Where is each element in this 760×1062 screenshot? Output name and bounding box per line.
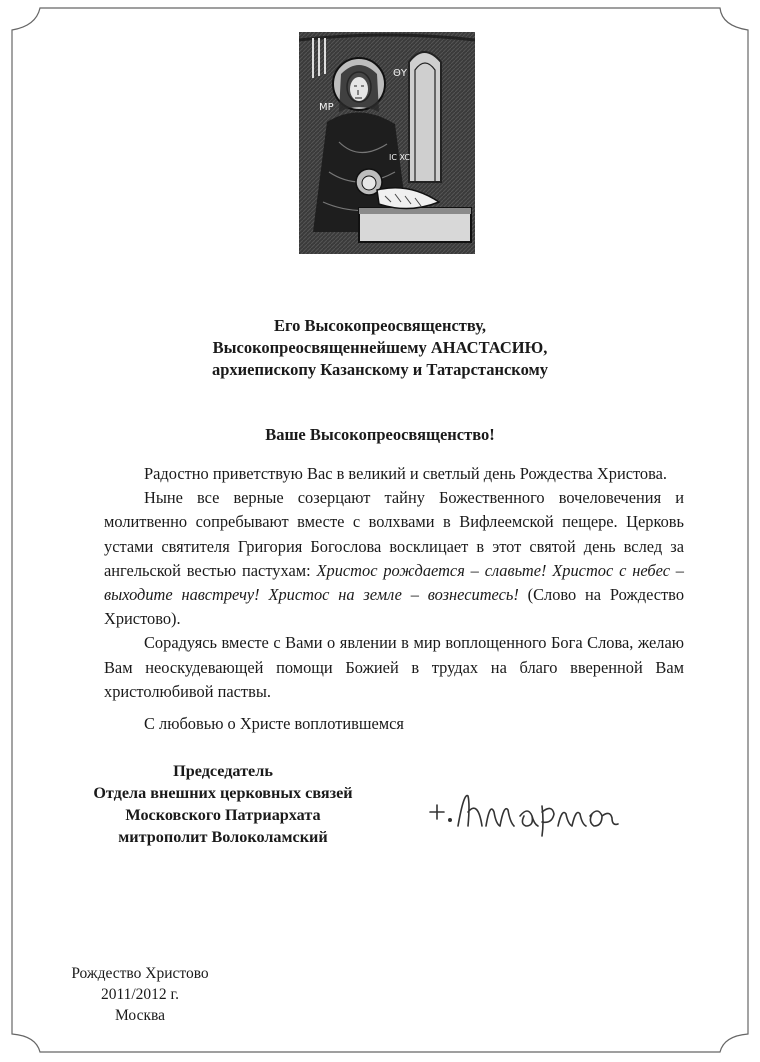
signer-line: Отдела внешних церковных связей bbox=[93, 784, 353, 802]
footer-line: Рождество Христово bbox=[71, 965, 209, 982]
icon-inscription-right: ΘΥ bbox=[393, 68, 407, 79]
icon-inscription-child: IC XC bbox=[389, 153, 410, 162]
addressee-line: архиепископу Казанскому и Татарстанскому bbox=[211, 360, 549, 379]
footer-place: Москва bbox=[115, 1007, 165, 1024]
paragraph: Сорадуясь вместе с Вами о явлении в мир воплощенного Бога Слова, желаю Вам неоскудевающей помощи Божией в трудах на благо вверенной Вам христолюбивой паствы. bbox=[104, 633, 684, 701]
citation: (Слово на Рождество Христово). bbox=[104, 585, 685, 629]
nativity-icon bbox=[299, 32, 475, 254]
handwritten-signature bbox=[424, 782, 634, 842]
salutation: Ваше Высокопреосвященство! bbox=[265, 425, 495, 444]
paragraph bbox=[104, 486, 684, 631]
addressee-block bbox=[0, 315, 760, 381]
footer-block bbox=[40, 963, 240, 1026]
paragraph-text: Ныне все верные созерцают тайну Божественного вочеловечения и молитвенно сопребывают вместе с волхвами в Вифлеемской пещере. Церковь устами святителя Григория Богослова восклицает в этот святой день вслед за ангельской вестью пастухам: bbox=[104, 488, 684, 580]
addressee-line: Его Высокопреосвященству, bbox=[274, 316, 486, 335]
signer-line: митрополит Волоколамский bbox=[118, 828, 328, 846]
closing-line: С любовью о Христе воплотившемся bbox=[144, 714, 404, 734]
letter-body bbox=[104, 462, 684, 736]
signer-block bbox=[58, 760, 388, 848]
paragraph: Радостно приветствую Вас в великий и светлый день Рождества Христова. bbox=[144, 464, 668, 483]
signer-line: Московского Патриархата bbox=[125, 806, 321, 824]
quotation: Христос рождается – славьте! Христос с небес – выходите навстречу! Христос на земле – вознеситесь! bbox=[104, 560, 684, 605]
footer-date: 2011/2012 г. bbox=[100, 986, 180, 1003]
signer-line: Председатель bbox=[173, 762, 273, 780]
addressee-line: Высокопреосвященнейшему АНАСТАСИЮ, bbox=[212, 338, 548, 357]
icon-inscription-left: МР bbox=[319, 102, 334, 113]
